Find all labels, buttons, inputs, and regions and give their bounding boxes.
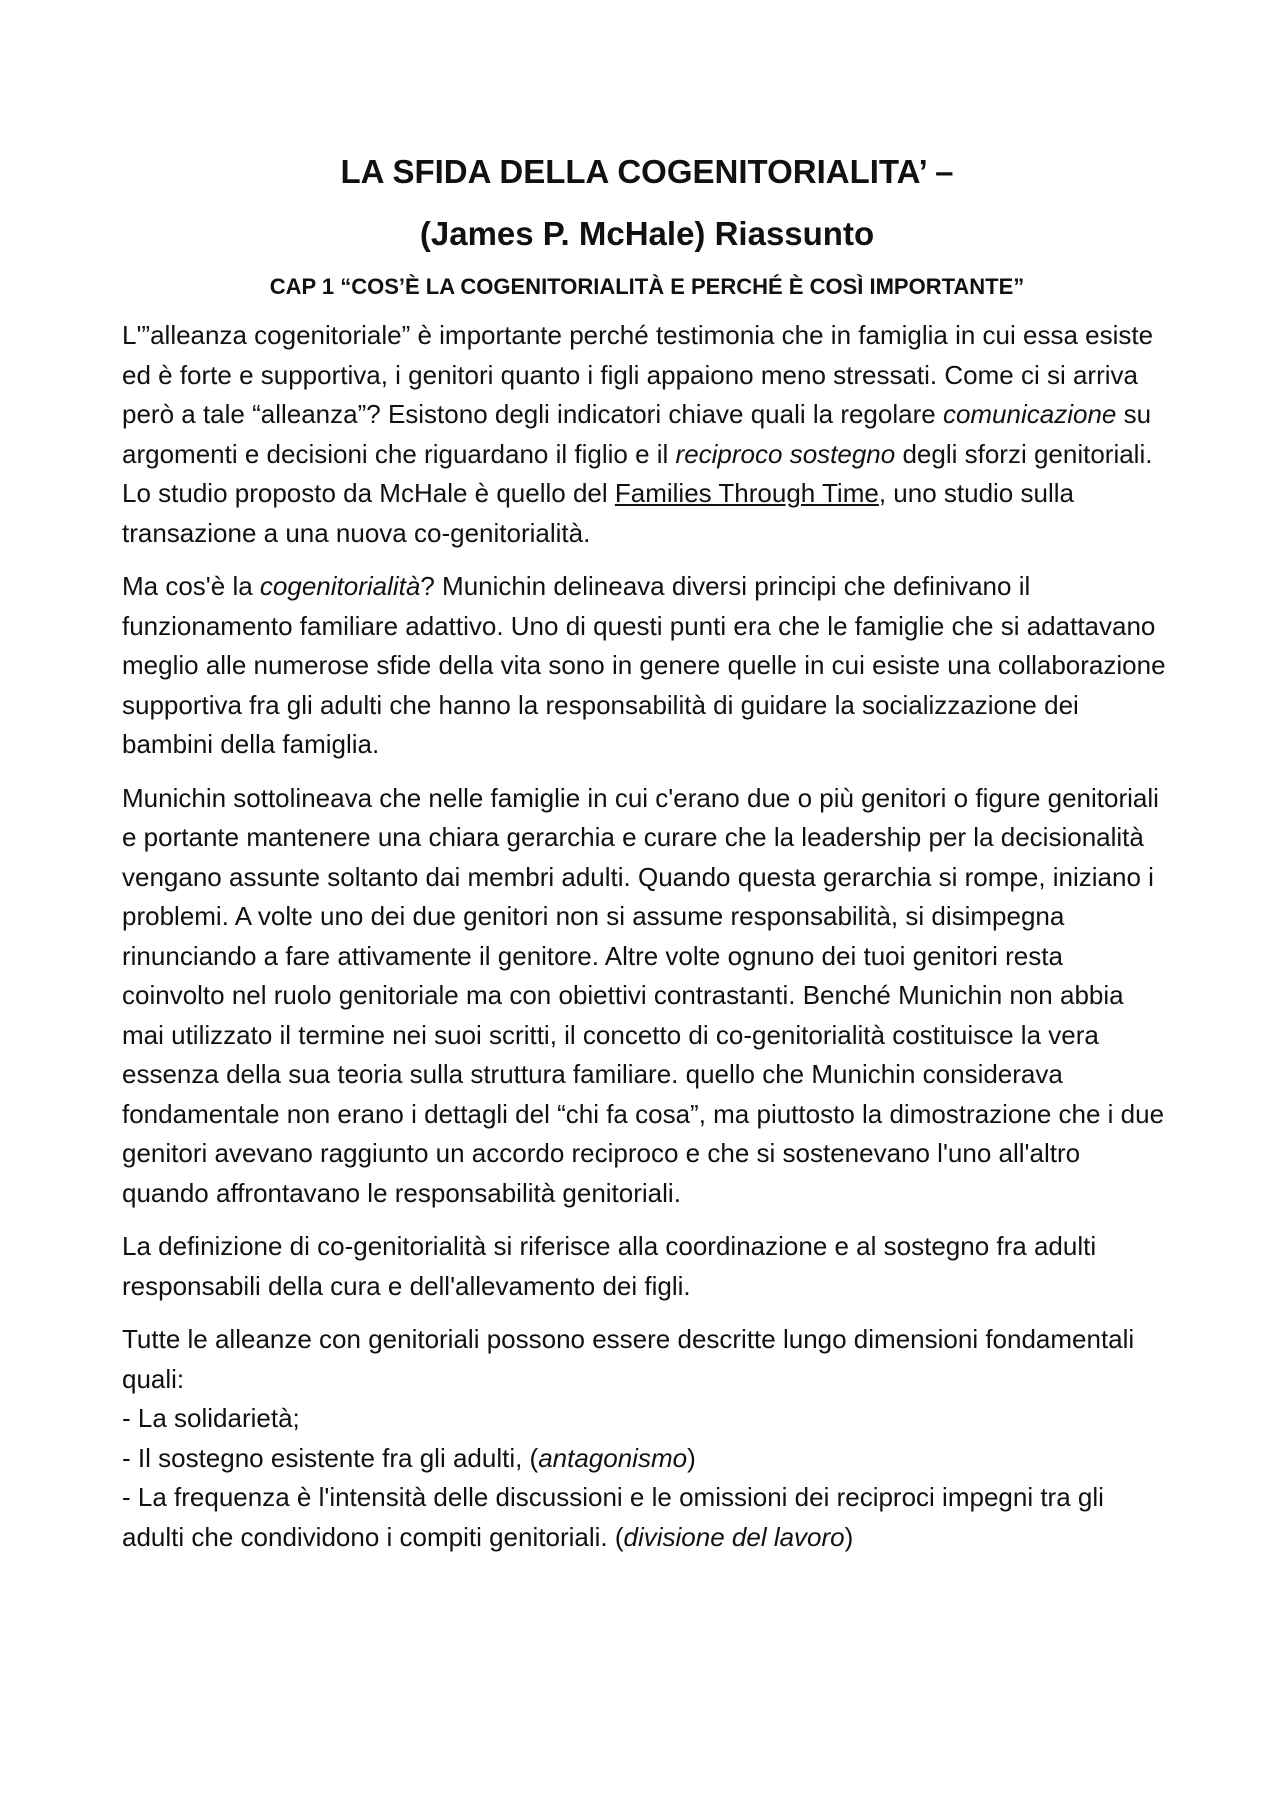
text-run: - La frequenza è l'intensità delle discussioni e le omissioni dei reciproci impegni tra gli adulti che condividono i compiti genitoriali. ( [122,1482,1104,1552]
list-item [122,1478,1172,1557]
dimensions-intro: Tutte le alleanze con genitoriali possono essere descritte lungo dimensioni fondamentali quali: [122,1324,1135,1394]
text-run: Ma cos'è la [122,571,260,601]
italic-run: cogenitorialità [259,571,421,601]
paragraph-definition: La definizione di co-genitorialità si riferisce alla coordinazione e al sostegno fra adulti responsabili della cura e dell'allevamento dei figli. [122,1231,1097,1301]
italic-run: antagonismo [538,1442,688,1473]
paragraph-alleanza [122,316,1172,553]
document-subtitle: (James P. McHale) Riassunto [419,215,875,252]
text-run: - Il sostegno esistente fra gli adulti, ( [122,1442,539,1473]
text-run: su argomenti e decisioni che riguardano il figlio e il [122,399,1152,469]
paragraph-dimensions [122,1320,1172,1557]
text-run: ? Munichin delineava diversi principi che definivano il funzionamento familiare adattivo. Uno di questi punti era che le famiglie che si adattavano meglio alle numerose sfide della vita sono in genere quelle in cui esiste una collaborazione supportiva fra gli adulti che hanno la responsabilità di guidare la socializzazione dei bambini della famiglia. [122,571,1166,759]
document-body [122,152,1172,1571]
paragraph-definition-question [122,567,1172,765]
chapter-heading: CAP 1 “COS’È LA COGENITORIALITÀ E PERCHÉ È COSÌ IMPORTANTE” [269,274,1025,299]
italic-run: reciproco sostegno [675,438,896,469]
text-run: , uno studio sulla transazione a una nuova co-genitorialità. [122,478,1074,548]
italic-run: comunicazione [942,399,1117,429]
document-title: LA SFIDA DELLA COGENITORIALITA’ – [340,153,954,190]
underlined-run: Families Through Time [614,478,879,508]
italic-run: divisione del lavoro [623,1521,845,1552]
paragraph-munichin: Munichin sottolineava che nelle famiglie in cui c'erano due o più genitori o figure genitoriali e portante mantenere una chiara gerarchia e curare che la leadership per la decisionalità vengano assunte soltanto dai membri adulti. Quando questa gerarchia si rompe, iniziano i problemi. A volte uno dei due genitori non si assume responsabilità, si disimpegna rinunciando a fare attivamente il genitore. Altre volte ognuno dei tuoi genitori resta coinvolto nel ruolo genitoriale ma con obiettivi contrastanti. Benché Munichin non abbia mai utilizzato il termine nei suoi scritti, il concetto di co-genitorialità costituisce la vera essenza della sua teoria sulla struttura familiare. quello che Munichin considerava fondamentale non erano i dettagli del “chi fa cosa”, ma piuttosto la dimostrazione che i due genitori avevano raggiunto un accordo reciproco e che si sostenevano l'uno all'altro quando affrontavano le responsabilità genitoriali. [122,782,1165,1208]
text-run: ) [844,1521,854,1552]
text-run: ) [687,1442,696,1473]
list-item: - La solidarietà; [122,1403,300,1433]
text-run: degli sforzi genitoriali. Lo studio proposto da McHale è quello del [122,438,1153,508]
list-item [122,1439,1172,1479]
text-run: L'”alleanza cogenitoriale” è importante perché testimonia che in famiglia in cui essa esiste ed è forte e supportiva, i genitori quanto i figli appaiono meno stressati. Come ci si arriva però a tale “alleanza”? Esistono degli indicatori chiave quali la regolare [122,320,1154,429]
